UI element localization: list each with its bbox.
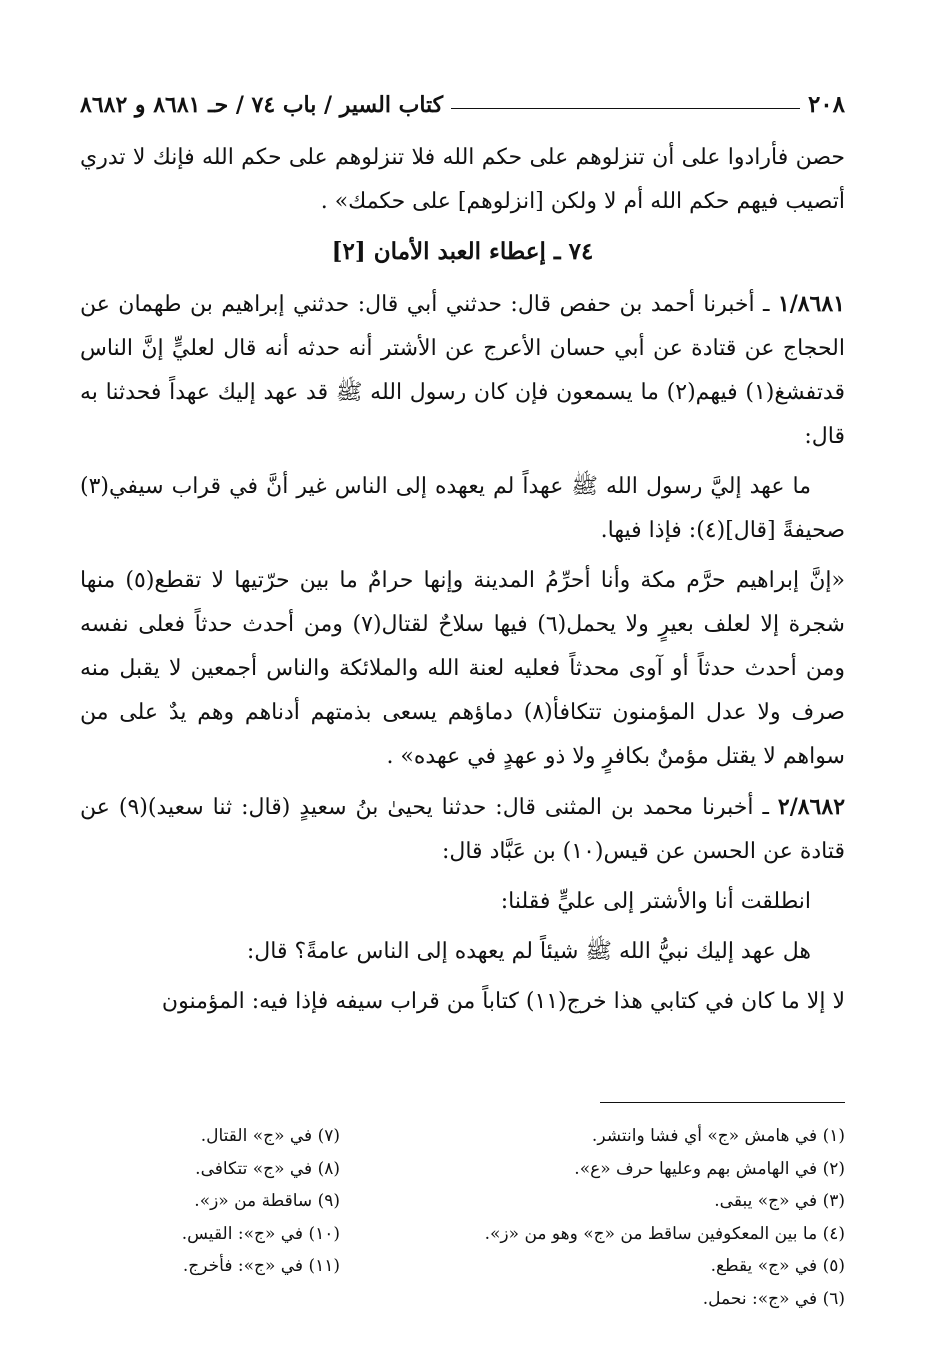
hadith-1-number: ١/٨٦٨١ [777, 291, 845, 317]
section-title: ٧٤ ـ إعطاء العبد الأمان [٢] [331, 238, 594, 265]
footnotes-separator [600, 1102, 845, 1103]
footnote: (١٠) في «ج»: القيس. [181, 1223, 340, 1244]
hadith-1-quote: ما عهد إليَّ رسول الله ﷺ عهداً لم يعهده إلى الناس غير أنَّ في قراب سيفي(٣) صحيفةً [قال](٤): فإذا فيها. [80, 474, 845, 543]
hadith-2-number: ٢/٨٦٨٢ [777, 794, 846, 820]
hadith-1-text: ـ أخبرنا أحمد بن حفص قال: حدثني أبي قال: حدثني إبراهيم بن طهمان عن الحجاج عن قتادة عن أبي حسان الأعرج عن الأشتر أنه حدثه أنه قال لعليٍّ إنَّ الناس قدتفشغ(١) فيهم(٢) ما يسمعون فإن كان رسول الله ﷺ قد عهد إليك عهداً فحدثنا به قال: [80, 292, 845, 449]
page-header [80, 84, 845, 118]
hadith-2-line-2: هل عهد إليك نبيُّ الله ﷺ شيئاً لم يعهده إلى الناس عامةً؟ قال: [246, 939, 811, 964]
running-title: كتاب السير / باب ٧٤ / حـ ٨٦٨١ و ٨٦٨٢ [80, 92, 444, 118]
footnote: (٥) في «ج» يقطع. [710, 1256, 845, 1276]
footnotes-left-column [140, 1120, 340, 1315]
footnote: (٢) في الهامش بهم وعليها حرف «ع». [574, 1158, 845, 1179]
intro-paragraph: حصن فأرادوا على أن تنزلوهم على حكم الله فلا تنزلوهم على حكم الله فإنك لا تدري أتصيب فيهم حكم الله أم لا ولكن [انزلوهم] على حكمك» . [80, 145, 845, 214]
footnote: (٤) ما بين المعكوفين ساقط من «ج» وهو من «ز». [484, 1223, 845, 1244]
page-number: ٢٠٨ [807, 91, 845, 118]
hadith-2-line-3: لا إلا ما كان في كتابي هذا خرج(١١) كتاباً من قراب سيفه فإذا فيه: المؤمنون [161, 989, 845, 1014]
header-rule [451, 108, 800, 109]
hadith-2-chain [80, 785, 845, 874]
footnote: (٧) في «ج» القتال. [200, 1126, 340, 1146]
hadith-1-chain [80, 282, 845, 459]
footnote: (٨) في «ج» تتكافى. [195, 1158, 340, 1179]
footnote: (٦) في «ج»: نحمل. [702, 1288, 845, 1309]
footnote: (١) في هامش «ج» أي فشا وانتشر. [591, 1126, 845, 1146]
footnote: (٩) ساقطة من «ز». [194, 1191, 340, 1211]
footnote: (١١) في «ج»: فأخرج. [182, 1256, 340, 1276]
hadith-2-line-1: انطلقت أنا والأشتر إلى عليٍّ فقلنا: [500, 889, 811, 914]
footnote: (٣) في «ج» يبقى. [714, 1191, 845, 1211]
footnotes [80, 1120, 845, 1315]
hadith-1-body: «إنَّ إبراهيم حرَّم مكة وأنا أحرِّمُ المدينة وإنها حرامٌ ما بين حرّتيها لا تقطع(٥) منها شجرة إلا لعلف بعيرٍ ولا يحمل(٦) فيها سلاحٌ لقتال(٧) ومن أحدث حدثاً فعلى نفسه ومن أحدث حدثاً أو آوى محدثاً فعليه لعنة الله والملائكة والناس أجمعين لا يقبل منه صرف ولا عدل المؤمنون تتكافأ(٨) دماؤهم يسعى بذمتهم أدناهم وهم يدٌ على من سواهم لا يقتل مؤمنٌ بكافرٍ ولا ذو عهدٍ في عهده» . [80, 568, 846, 769]
book-page [80, 84, 846, 1309]
hadith-2-text: ـ أخبرنا محمد بن المثنى قال: حدثنا يحيىٰ بنُ سعيدٍ (قال: ثنا سعيد)(٩) عن قتادة عن الحسن عن قيس(١٠) بن عَبَّاد قال: [80, 795, 845, 864]
footnotes-right-column [425, 1120, 845, 1315]
